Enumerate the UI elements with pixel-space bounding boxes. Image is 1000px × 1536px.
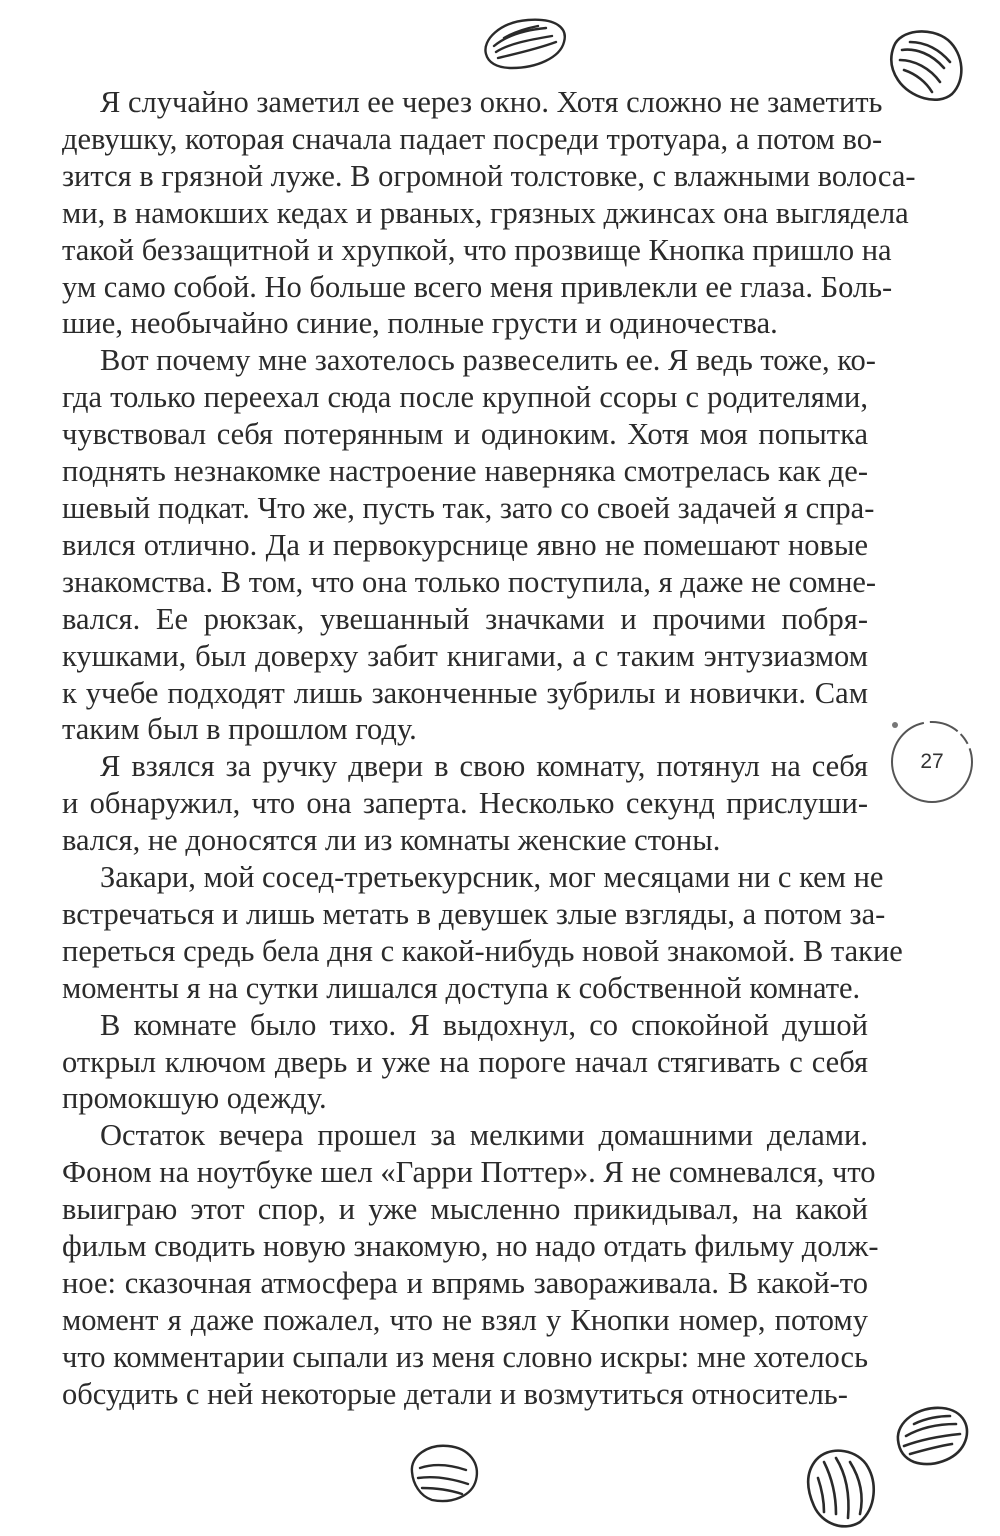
text-line: Фоном на ноутбуке шел «Гарри Поттер». Я не сомневался, что [62,1155,876,1190]
paragraph [62,859,903,1007]
text-line: ми, в намокших кедах и рваных, грязных джинсах она выглядела [62,195,909,230]
text-line: Закари, мой сосед-третьекурсник, мог месяцами ни с кем не [100,860,884,895]
text-line: обсудить с ней некоторые детали и возмутиться относитель- [62,1376,848,1411]
text-line: знакомства. В том, что она только поступила, я даже не сомне- [62,564,877,599]
text-line: к учебе подходят лишь законченные зубрилы и новички. Сам [62,675,868,710]
text-line: моменты я на сутки лишался доступа к собственной комнате. [62,970,861,1005]
text-line: вался. Ее рюкзак, увешанный значками и прочими побря- [62,601,868,636]
text-line: поднять незнакомке настроение наверняка смотрелась как де- [62,454,868,489]
paragraph [62,1117,879,1412]
text-line: ум само собой. Но больше всего меня привлекли ее глаза. Боль- [62,269,893,304]
text-line: вался, не доносятся ли из комнаты женские стоны. [62,823,721,858]
text-line: В комнате было тихо. Я выдохнул, со спокойной душой [100,1007,868,1042]
seed-icon [802,1444,882,1532]
text-line: Вот почему мне захотелось развеселить ее. Я ведь тоже, ко- [100,343,876,378]
text-line: Я случайно заметил ее через окно. Хотя сложно не заметить [100,85,883,119]
text-line: зится в грязной луже. В огромной толстовке, с влажными волоса- [62,158,916,193]
seed-icon [478,14,572,74]
text-line: таким был в прошлом году. [62,712,417,747]
text-line: шие, необычайно синие, полные грусти и одиночества. [62,306,778,341]
text-line: Я взялся за ручку двери в свою комнату, потянул на себя [100,749,868,784]
seed-icon [890,1400,974,1472]
text-line: момент я даже пожалел, что не взял у Кнопки номер, потому [62,1302,868,1337]
page-number-badge [886,716,978,808]
paragraph [62,84,916,342]
text-line: такой беззащитной и хрупкой, что прозвище Кнопка пришло на [62,232,892,267]
text-line: переться средь бела дня с какой-нибудь новой знакомой. В такие [62,933,903,968]
text-line: что комментарии сыпали из меня словно искры: мне хотелось [62,1339,868,1374]
text-line: и обнаружил, что она заперта. Несколько секунд прислуши- [62,786,868,821]
text-line: чувствовал себя потерянным и одиноким. Хотя моя попытка [62,417,868,452]
page-number: 27 [920,750,944,773]
text-line: кушками, был доверху забит книгами, а с таким энтузиазмом [62,638,868,673]
seed-icon [404,1438,484,1508]
text-line: открыл ключом дверь и уже на пороге начал стягивать с себя [62,1044,868,1079]
text-line: фильм сводить новую знакомую, но надо отдать фильму долж- [62,1229,879,1264]
text-line: ное: сказочная атмосфера и впрямь завораживала. В какой-то [62,1266,868,1300]
body-text [62,84,916,1413]
seed-icon [884,24,968,106]
paragraph [62,342,877,748]
paragraph [62,1007,868,1118]
paragraph [62,748,868,859]
text-line: Остаток вечера прошел за мелкими домашними делами. [100,1118,868,1153]
text-line: шевый подкат. Что же, пусть так, зато со своей задачей я спра- [62,490,875,525]
text-line: гда только переехал сюда после крупной ссоры с родителями, [62,380,868,415]
text-line: выиграю этот спор, и уже мысленно прикидывал, на какой [62,1192,868,1227]
text-line: вился отлично. Да и первокурснице явно не помешают новые [62,527,868,562]
text-line: встречаться и лишь метать в девушек злые взгляды, а потом за- [62,896,886,931]
text-line: девушку, которая сначала падает посреди тротуара, а потом во- [62,121,883,156]
text-line: промокшую одежду. [62,1081,327,1116]
